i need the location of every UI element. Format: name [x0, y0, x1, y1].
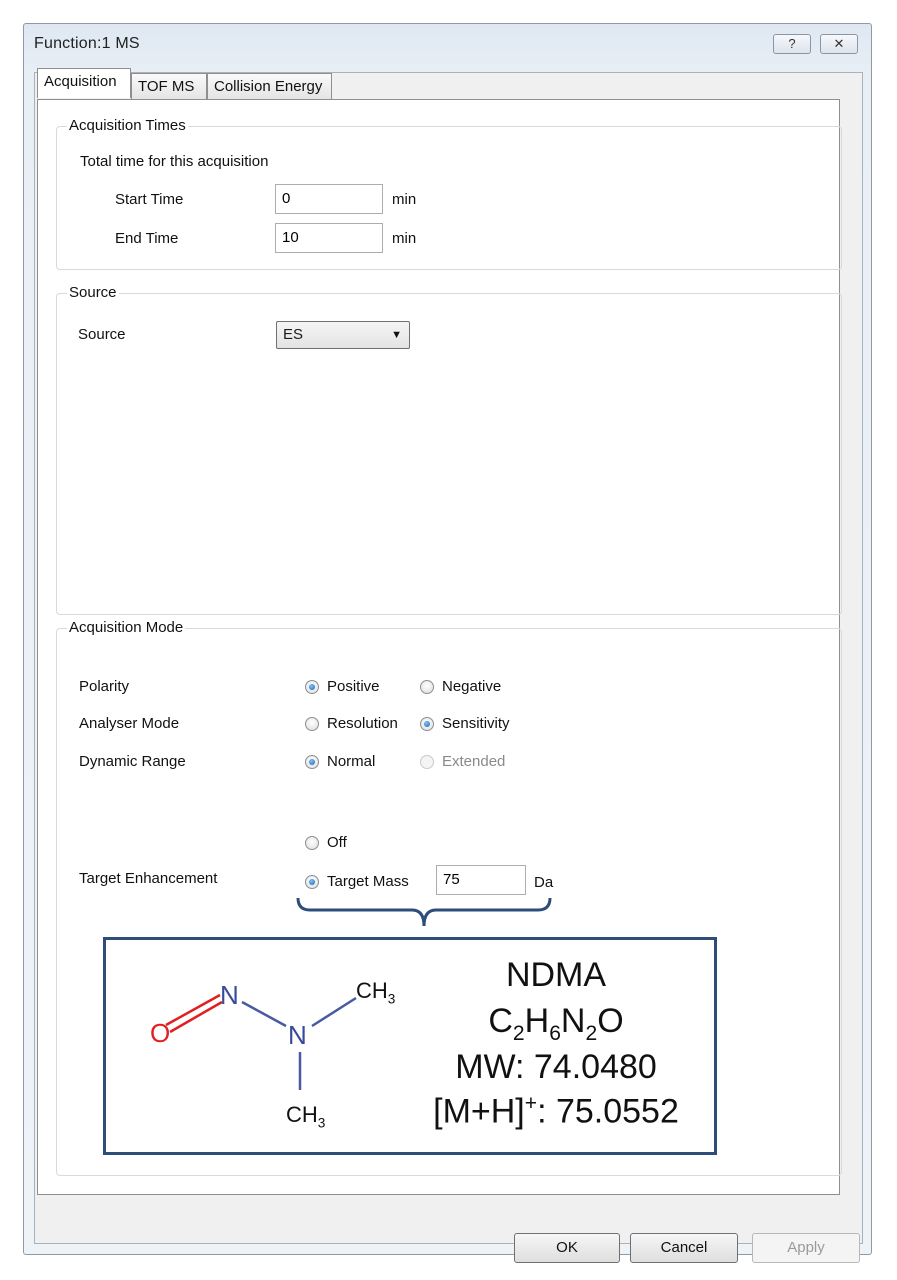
atom-ch3-bottom: $CH_3$ [286, 1102, 326, 1131]
acquisition-times-description: Total time for this acquisition [80, 153, 269, 170]
dynamic-range-extended-label: Extended [442, 753, 506, 770]
tab-acquisition-label: Acquisition [44, 73, 117, 90]
ndma-molecule-panel [103, 937, 717, 1155]
bracket-path [298, 898, 550, 926]
double-bond-red-1 [166, 995, 220, 1025]
tab-acquisition[interactable] [37, 68, 131, 98]
end-time-label: End Time [115, 230, 179, 247]
double-bond-red-2 [170, 1002, 222, 1032]
target-enhancement-off-label[interactable]: Off [327, 834, 347, 851]
molecule-mw: MW: 74.0480 [455, 1048, 657, 1086]
chevron-down-icon: ▼ [391, 329, 402, 341]
analyser-mode-label: Analyser Mode [79, 715, 180, 732]
target-mass-input[interactable]: 75 [436, 865, 526, 895]
acquisition-times-legend: Acquisition Times [69, 117, 186, 134]
target-enhancement-label: Target Enhancement [79, 870, 218, 887]
start-time-unit: min [392, 191, 417, 208]
tab-collision-energy-label: Collision Energy [214, 78, 323, 95]
bond-n-ch3-top [312, 998, 356, 1026]
ok-button[interactable]: OK [514, 1233, 620, 1263]
source-legend: Source [69, 284, 117, 301]
molecule-name: NDMA [505, 956, 607, 994]
analyser-resolution-label[interactable]: Resolution [327, 715, 398, 732]
polarity-positive-label[interactable]: Positive [327, 678, 380, 695]
target-mass-unit: Da [534, 874, 554, 891]
polarity-negative-label[interactable]: Negative [442, 678, 502, 695]
atom-oxygen: O [150, 1018, 171, 1048]
molecule-adduct: [M+H]+: 75.0552 [433, 1092, 679, 1131]
help-icon: ? [788, 36, 796, 51]
close-icon: ✕ [833, 36, 845, 51]
polarity-label: Polarity [79, 678, 130, 695]
start-time-input[interactable]: 0 [275, 184, 383, 214]
window-title: Function:1 MS [34, 35, 140, 52]
source-select-value: ES [283, 326, 304, 343]
acquisition-mode-legend: Acquisition Mode [69, 619, 184, 636]
target-mass-label[interactable]: Target Mass [327, 873, 409, 890]
apply-button: Apply [752, 1233, 860, 1263]
start-time-label: Start Time [115, 191, 184, 208]
dynamic-range-normal-label[interactable]: Normal [327, 753, 376, 770]
end-time-input[interactable]: 10 [275, 223, 383, 253]
atom-nitrogen-center: N [288, 1020, 307, 1050]
atom-ch3-top: $CH_3$ [356, 978, 396, 1007]
molecule-formula: $C_2H_6N_2O$ [488, 1002, 624, 1045]
cancel-button[interactable]: Cancel [630, 1233, 738, 1263]
atom-nitrogen-top: N [220, 980, 239, 1010]
analyser-sensitivity-label[interactable]: Sensitivity [442, 715, 510, 732]
dynamic-range-label: Dynamic Range [79, 753, 186, 770]
end-time-unit: min [392, 230, 417, 247]
source-label: Source [78, 326, 126, 343]
bond-n-n [242, 1002, 286, 1026]
tab-tof-ms-label: TOF MS [138, 78, 195, 95]
